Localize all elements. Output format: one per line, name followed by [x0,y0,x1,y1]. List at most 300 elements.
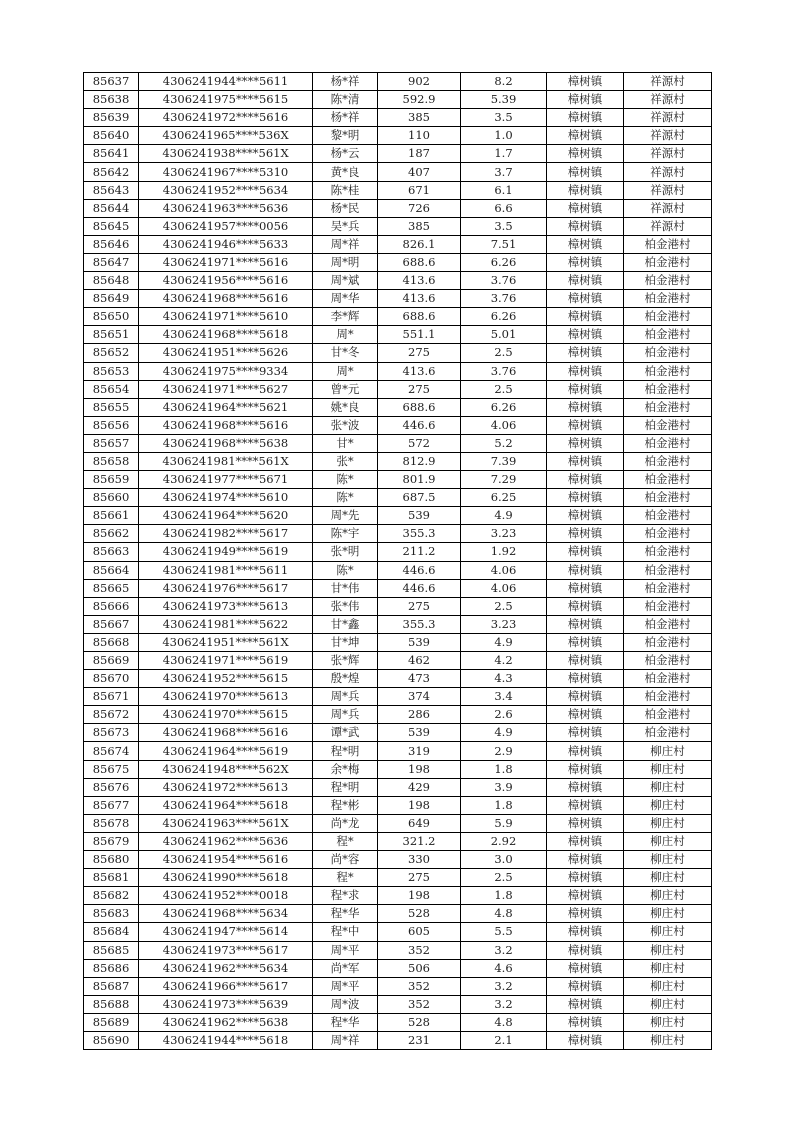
table-row [84,109,712,127]
serial-number-cell: 85670 [84,670,139,688]
serial-number-cell: 85638 [84,91,139,109]
id-number-cell: 4306241962****5638 [139,1013,313,1031]
person-name-cell: 张*明 [313,543,378,561]
serial-number-cell: 85652 [84,344,139,362]
serial-number-cell: 85650 [84,308,139,326]
id-number-cell: 4306241966****5617 [139,977,313,995]
town-cell: 樟树镇 [547,73,624,91]
serial-number-cell: 85685 [84,941,139,959]
town-cell: 樟树镇 [547,688,624,706]
village-cell: 柳庄村 [624,1013,712,1031]
table-row [84,869,712,887]
person-name-cell: 周*明 [313,253,378,271]
village-cell: 柳庄村 [624,742,712,760]
id-number-cell: 4306241952****5634 [139,181,313,199]
table-row [84,398,712,416]
person-name-cell: 杨*祥 [313,73,378,91]
id-number-cell: 4306241971****5610 [139,308,313,326]
table-row [84,923,712,941]
area-cell: 2.92 [461,832,547,850]
person-name-cell: 周*祥 [313,1031,378,1049]
serial-number-cell: 85690 [84,1031,139,1049]
area-cell: 3.4 [461,688,547,706]
village-cell: 柏金港村 [624,525,712,543]
table-row [84,688,712,706]
id-number-cell: 4306241965****536X [139,127,313,145]
serial-number-cell: 85663 [84,543,139,561]
village-cell: 柏金港村 [624,380,712,398]
town-cell: 樟树镇 [547,452,624,470]
id-number-cell: 4306241981****5611 [139,561,313,579]
area-cell: 1.7 [461,145,547,163]
table-row [84,561,712,579]
table-row [84,633,712,651]
person-name-cell: 姚*良 [313,398,378,416]
serial-number-cell: 85657 [84,434,139,452]
table-row [84,851,712,869]
id-number-cell: 4306241964****5621 [139,398,313,416]
person-name-cell: 张*伟 [313,597,378,615]
town-cell: 樟树镇 [547,597,624,615]
amount-cell: 198 [378,760,461,778]
area-cell: 6.25 [461,489,547,507]
area-cell: 6.1 [461,181,547,199]
town-cell: 樟树镇 [547,326,624,344]
table-row [84,832,712,850]
area-cell: 4.06 [461,579,547,597]
id-number-cell: 4306241964****5619 [139,742,313,760]
area-cell: 1.8 [461,796,547,814]
serial-number-cell: 85660 [84,489,139,507]
amount-cell: 275 [378,869,461,887]
area-cell: 1.8 [461,887,547,905]
serial-number-cell: 85689 [84,1013,139,1031]
area-cell: 3.23 [461,525,547,543]
person-name-cell: 周*斌 [313,272,378,290]
area-cell: 2.5 [461,344,547,362]
table-row [84,73,712,91]
person-name-cell: 黄*良 [313,163,378,181]
amount-cell: 812.9 [378,452,461,470]
amount-cell: 413.6 [378,272,461,290]
serial-number-cell: 85674 [84,742,139,760]
id-number-cell: 4306241975****9334 [139,362,313,380]
table-row [84,615,712,633]
village-cell: 柏金港村 [624,290,712,308]
amount-cell: 187 [378,145,461,163]
person-name-cell: 程* [313,832,378,850]
town-cell: 樟树镇 [547,235,624,253]
village-cell: 柏金港村 [624,416,712,434]
person-name-cell: 程*明 [313,778,378,796]
id-number-cell: 4306241968****5638 [139,434,313,452]
table-row [84,760,712,778]
table-row [84,796,712,814]
subsidy-table [83,72,712,1050]
village-cell: 柳庄村 [624,977,712,995]
id-number-cell: 4306241968****5616 [139,724,313,742]
amount-cell: 286 [378,706,461,724]
area-cell: 3.7 [461,163,547,181]
amount-cell: 902 [378,73,461,91]
serial-number-cell: 85679 [84,832,139,850]
amount-cell: 330 [378,851,461,869]
person-name-cell: 程*明 [313,742,378,760]
village-cell: 祥源村 [624,181,712,199]
serial-number-cell: 85678 [84,814,139,832]
person-name-cell: 尚*军 [313,959,378,977]
area-cell: 5.2 [461,434,547,452]
town-cell: 樟树镇 [547,145,624,163]
id-number-cell: 4306241981****5622 [139,615,313,633]
table-row [84,1013,712,1031]
table-row [84,416,712,434]
table-row [84,489,712,507]
amount-cell: 551.1 [378,326,461,344]
area-cell: 3.0 [461,851,547,869]
amount-cell: 275 [378,344,461,362]
area-cell: 3.2 [461,977,547,995]
village-cell: 柏金港村 [624,326,712,344]
area-cell: 3.5 [461,217,547,235]
id-number-cell: 4306241954****5616 [139,851,313,869]
serial-number-cell: 85673 [84,724,139,742]
village-cell: 柳庄村 [624,887,712,905]
id-number-cell: 4306241968****5634 [139,905,313,923]
town-cell: 樟树镇 [547,1031,624,1049]
person-name-cell: 尚*龙 [313,814,378,832]
amount-cell: 688.6 [378,398,461,416]
amount-cell: 506 [378,959,461,977]
table-row [84,724,712,742]
amount-cell: 321.2 [378,832,461,850]
village-cell: 祥源村 [624,217,712,235]
town-cell: 樟树镇 [547,851,624,869]
village-cell: 柳庄村 [624,832,712,850]
serial-number-cell: 85654 [84,380,139,398]
person-name-cell: 杨*祥 [313,109,378,127]
amount-cell: 110 [378,127,461,145]
table-row [84,199,712,217]
id-number-cell: 4306241962****5636 [139,832,313,850]
id-number-cell: 4306241990****5618 [139,869,313,887]
person-name-cell: 程*彬 [313,796,378,814]
area-cell: 3.76 [461,362,547,380]
village-cell: 柳庄村 [624,851,712,869]
table-row [84,995,712,1013]
id-number-cell: 4306241971****5616 [139,253,313,271]
town-cell: 樟树镇 [547,127,624,145]
table-row [84,579,712,597]
serial-number-cell: 85680 [84,851,139,869]
table-row [84,344,712,362]
person-name-cell: 谭*武 [313,724,378,742]
table-row [84,362,712,380]
area-cell: 7.39 [461,452,547,470]
person-name-cell: 陈* [313,471,378,489]
amount-cell: 726 [378,199,461,217]
amount-cell: 688.6 [378,308,461,326]
amount-cell: 374 [378,688,461,706]
id-number-cell: 4306241964****5620 [139,507,313,525]
village-cell: 柏金港村 [624,579,712,597]
area-cell: 6.26 [461,253,547,271]
area-cell: 3.76 [461,290,547,308]
village-cell: 柏金港村 [624,724,712,742]
id-number-cell: 4306241963****561X [139,814,313,832]
area-cell: 2.5 [461,597,547,615]
town-cell: 樟树镇 [547,706,624,724]
village-cell: 柳庄村 [624,814,712,832]
amount-cell: 407 [378,163,461,181]
id-number-cell: 4306241968****5616 [139,416,313,434]
village-cell: 柏金港村 [624,652,712,670]
serial-number-cell: 85687 [84,977,139,995]
table-row [84,452,712,470]
area-cell: 2.5 [461,380,547,398]
area-cell: 7.51 [461,235,547,253]
amount-cell: 688.6 [378,253,461,271]
serial-number-cell: 85684 [84,923,139,941]
town-cell: 樟树镇 [547,1013,624,1031]
table-row [84,326,712,344]
amount-cell: 572 [378,434,461,452]
area-cell: 1.8 [461,760,547,778]
serial-number-cell: 85672 [84,706,139,724]
person-name-cell: 周*兵 [313,688,378,706]
serial-number-cell: 85669 [84,652,139,670]
village-cell: 柏金港村 [624,489,712,507]
town-cell: 樟树镇 [547,923,624,941]
serial-number-cell: 85643 [84,181,139,199]
serial-number-cell: 85639 [84,109,139,127]
town-cell: 樟树镇 [547,434,624,452]
area-cell: 4.9 [461,507,547,525]
amount-cell: 687.5 [378,489,461,507]
village-cell: 祥源村 [624,109,712,127]
amount-cell: 211.2 [378,543,461,561]
serial-number-cell: 85686 [84,959,139,977]
village-cell: 柏金港村 [624,452,712,470]
id-number-cell: 4306241967****5310 [139,163,313,181]
person-name-cell: 陈*桂 [313,181,378,199]
town-cell: 樟树镇 [547,579,624,597]
amount-cell: 528 [378,1013,461,1031]
town-cell: 樟树镇 [547,760,624,778]
town-cell: 樟树镇 [547,199,624,217]
village-cell: 祥源村 [624,163,712,181]
village-cell: 柳庄村 [624,1031,712,1049]
serial-number-cell: 85675 [84,760,139,778]
town-cell: 樟树镇 [547,995,624,1013]
id-number-cell: 4306241970****5615 [139,706,313,724]
amount-cell: 198 [378,796,461,814]
serial-number-cell: 85676 [84,778,139,796]
village-cell: 柏金港村 [624,344,712,362]
amount-cell: 275 [378,597,461,615]
id-number-cell: 4306241971****5619 [139,652,313,670]
person-name-cell: 甘* [313,434,378,452]
village-cell: 柏金港村 [624,597,712,615]
person-name-cell: 周*兵 [313,706,378,724]
amount-cell: 355.3 [378,525,461,543]
serial-number-cell: 85646 [84,235,139,253]
town-cell: 樟树镇 [547,869,624,887]
area-cell: 5.5 [461,923,547,941]
person-name-cell: 周* [313,326,378,344]
serial-number-cell: 85677 [84,796,139,814]
village-cell: 祥源村 [624,199,712,217]
town-cell: 樟树镇 [547,633,624,651]
village-cell: 柏金港村 [624,362,712,380]
village-cell: 柳庄村 [624,959,712,977]
person-name-cell: 甘*伟 [313,579,378,597]
area-cell: 3.2 [461,941,547,959]
person-name-cell: 程*华 [313,1013,378,1031]
id-number-cell: 4306241951****561X [139,633,313,651]
person-name-cell: 程*求 [313,887,378,905]
table-row [84,91,712,109]
town-cell: 樟树镇 [547,272,624,290]
amount-cell: 198 [378,887,461,905]
area-cell: 3.2 [461,995,547,1013]
town-cell: 樟树镇 [547,543,624,561]
village-cell: 祥源村 [624,127,712,145]
village-cell: 柳庄村 [624,869,712,887]
area-cell: 1.92 [461,543,547,561]
table-row [84,380,712,398]
id-number-cell: 4306241972****5613 [139,778,313,796]
town-cell: 樟树镇 [547,652,624,670]
amount-cell: 446.6 [378,561,461,579]
serial-number-cell: 85664 [84,561,139,579]
area-cell: 5.39 [461,91,547,109]
village-cell: 柏金港村 [624,543,712,561]
id-number-cell: 4306241956****5616 [139,272,313,290]
person-name-cell: 陈* [313,489,378,507]
area-cell: 4.2 [461,652,547,670]
person-name-cell: 陈*宇 [313,525,378,543]
person-name-cell: 张*波 [313,416,378,434]
village-cell: 柳庄村 [624,941,712,959]
area-cell: 5.9 [461,814,547,832]
village-cell: 祥源村 [624,145,712,163]
serial-number-cell: 85668 [84,633,139,651]
town-cell: 樟树镇 [547,380,624,398]
person-name-cell: 陈* [313,561,378,579]
table-row [84,145,712,163]
table-row [84,471,712,489]
table-row [84,814,712,832]
town-cell: 樟树镇 [547,814,624,832]
amount-cell: 539 [378,507,461,525]
person-name-cell: 余*梅 [313,760,378,778]
person-name-cell: 甘*冬 [313,344,378,362]
id-number-cell: 4306241975****5615 [139,91,313,109]
table-row [84,253,712,271]
id-number-cell: 4306241968****5616 [139,290,313,308]
id-number-cell: 4306241949****5619 [139,543,313,561]
village-cell: 柳庄村 [624,923,712,941]
serial-number-cell: 85644 [84,199,139,217]
serial-number-cell: 85688 [84,995,139,1013]
id-number-cell: 4306241981****561X [139,452,313,470]
village-cell: 柏金港村 [624,253,712,271]
amount-cell: 413.6 [378,362,461,380]
id-number-cell: 4306241952****5615 [139,670,313,688]
id-number-cell: 4306241977****5671 [139,471,313,489]
table-row [84,1031,712,1049]
serial-number-cell: 85642 [84,163,139,181]
serial-number-cell: 85651 [84,326,139,344]
person-name-cell: 程*中 [313,923,378,941]
id-number-cell: 4306241968****5618 [139,326,313,344]
table-row [84,290,712,308]
id-number-cell: 4306241938****561X [139,145,313,163]
amount-cell: 319 [378,742,461,760]
id-number-cell: 4306241976****5617 [139,579,313,597]
id-number-cell: 4306241944****5611 [139,73,313,91]
table-row [84,597,712,615]
town-cell: 樟树镇 [547,489,624,507]
person-name-cell: 曾*元 [313,380,378,398]
person-name-cell: 程* [313,869,378,887]
table-row [84,706,712,724]
amount-cell: 473 [378,670,461,688]
town-cell: 樟树镇 [547,778,624,796]
table-row [84,308,712,326]
town-cell: 樟树镇 [547,977,624,995]
id-number-cell: 4306241973****5613 [139,597,313,615]
town-cell: 樟树镇 [547,416,624,434]
serial-number-cell: 85649 [84,290,139,308]
table-row [84,742,712,760]
person-name-cell: 陈*清 [313,91,378,109]
village-cell: 柏金港村 [624,308,712,326]
village-cell: 柳庄村 [624,905,712,923]
village-cell: 柏金港村 [624,398,712,416]
serial-number-cell: 85681 [84,869,139,887]
area-cell: 6.26 [461,398,547,416]
area-cell: 3.5 [461,109,547,127]
serial-number-cell: 85658 [84,452,139,470]
village-cell: 柏金港村 [624,688,712,706]
town-cell: 樟树镇 [547,91,624,109]
id-number-cell: 4306241952****0018 [139,887,313,905]
amount-cell: 528 [378,905,461,923]
amount-cell: 352 [378,941,461,959]
table-row [84,217,712,235]
town-cell: 樟树镇 [547,344,624,362]
person-name-cell: 李*辉 [313,308,378,326]
amount-cell: 826.1 [378,235,461,253]
amount-cell: 355.3 [378,615,461,633]
village-cell: 柏金港村 [624,471,712,489]
id-number-cell: 4306241964****5618 [139,796,313,814]
person-name-cell: 周*平 [313,977,378,995]
id-number-cell: 4306241972****5616 [139,109,313,127]
serial-number-cell: 85655 [84,398,139,416]
table-row [84,543,712,561]
table-row [84,127,712,145]
person-name-cell: 杨*民 [313,199,378,217]
amount-cell: 649 [378,814,461,832]
serial-number-cell: 85682 [84,887,139,905]
amount-cell: 605 [378,923,461,941]
town-cell: 樟树镇 [547,615,624,633]
area-cell: 4.8 [461,1013,547,1031]
table-row [84,905,712,923]
